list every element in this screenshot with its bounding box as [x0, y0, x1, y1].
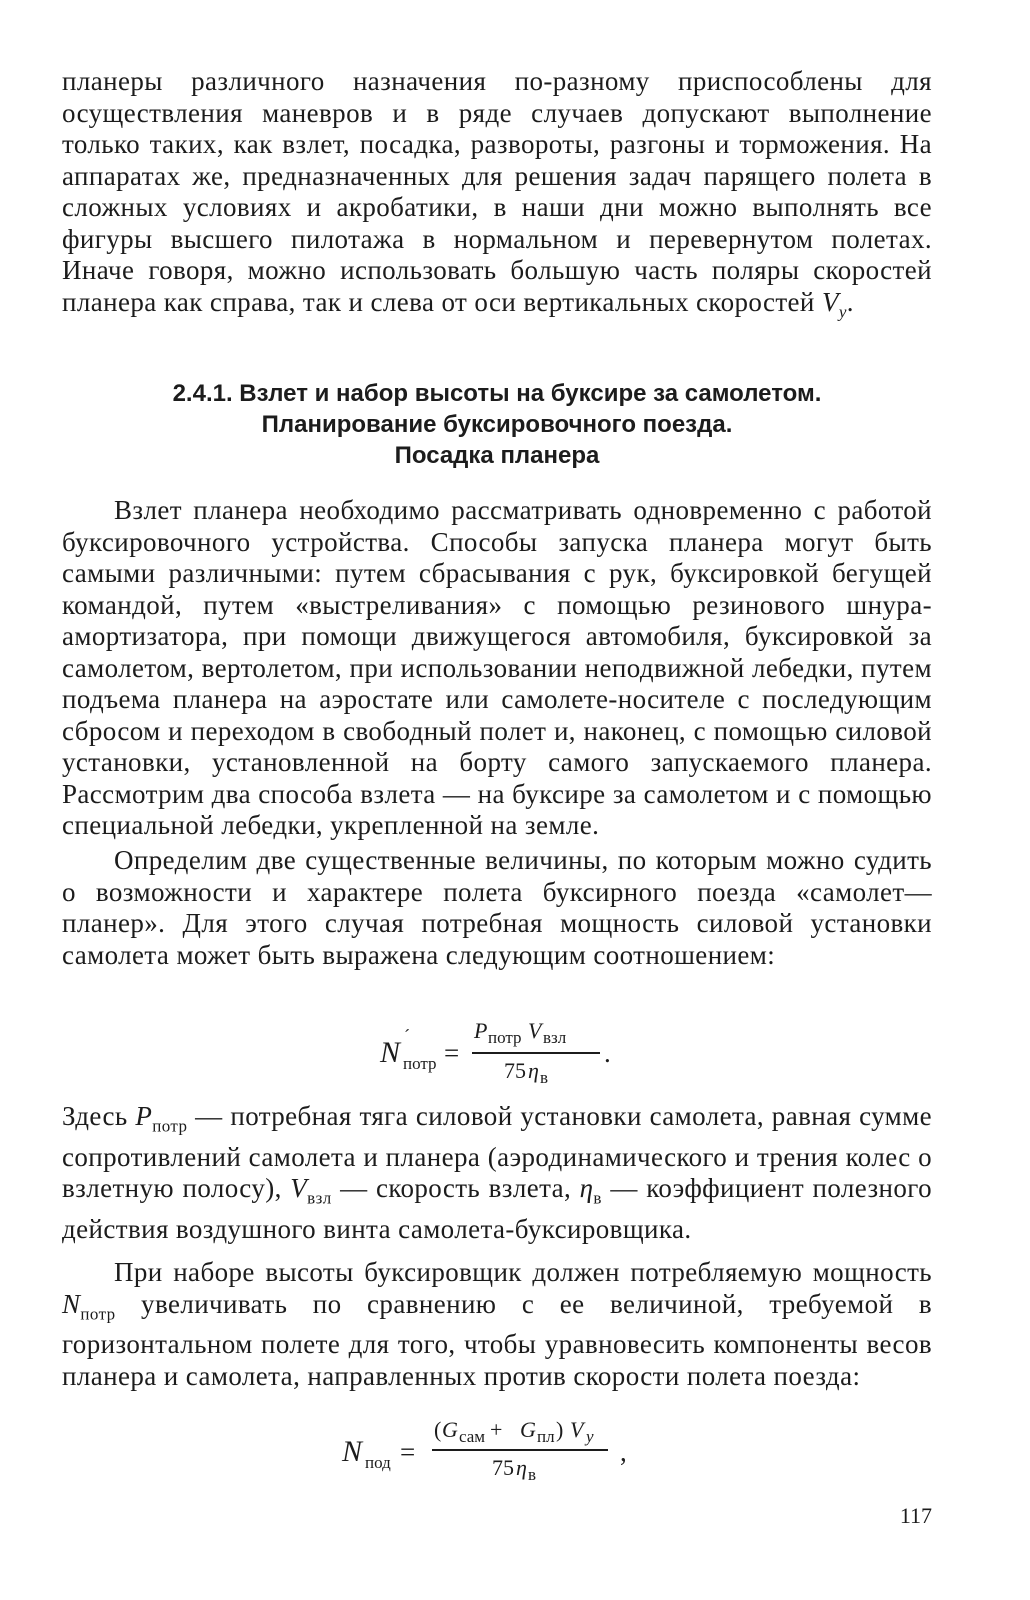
formula1-den-eta: η — [528, 1058, 539, 1083]
formula2-V: V — [570, 1417, 584, 1442]
formula2-comma: , — [620, 1437, 627, 1467]
eta-symbol: η — [579, 1173, 594, 1204]
vy-symbol: V — [821, 286, 839, 317]
eta-subscript: в — [593, 1188, 602, 1208]
V-subscript: взл — [307, 1188, 332, 1208]
formula2-close-paren: ) — [556, 1417, 564, 1442]
formula2-G1-sub: сам — [459, 1427, 486, 1446]
climb-power-paragraph — [62, 1257, 932, 1392]
formula1-num-P: P — [474, 1018, 488, 1043]
formula1-num-V-sub: взл — [543, 1028, 567, 1047]
heading-line-3: Посадка планера — [394, 442, 600, 469]
para4-text-4: — коэффициент полезного действия воздушного винта самолета-буксировщика. — [62, 1173, 932, 1245]
formula2-den-eta-sub: в — [528, 1465, 537, 1484]
intro-paragraph: планеры различного назначения по-разному приспособлены для осуществления маневров и в ряде случаев допускают выполнение только таких, как взлет, посадка, развороты, разгоны и торможения. На аппаратах же, предназначенных для решения задач парящего полета в сложных условиях и акробатики, в наши дни можно выполнять все фигуры высшего пилотажа в нормальном и перевернутом полетах. Иначе говоря, можно использовать большую часть поляры скоростей планера как справа, так и слева от оси вертикальных скоростей $V_y$. — [62, 66, 932, 321]
formula1-lhs-subscript: потр — [403, 1054, 437, 1073]
formula1-den: 75 — [504, 1058, 526, 1083]
formula1-lhs-mark: ´ — [404, 1026, 410, 1046]
formula2-fraction-bar — [432, 1449, 608, 1451]
symbol-definitions-paragraph — [62, 1101, 932, 1246]
formula2-lhs-subscript: под — [365, 1453, 391, 1472]
para5-text-1: При наборе высоты буксировщик должен потребляемую мощность — [114, 1257, 932, 1287]
N-subscript: потр — [80, 1303, 116, 1323]
formula2-den-eta: η — [516, 1455, 527, 1480]
P-subscript: потр — [152, 1116, 188, 1136]
takeoff-methods-paragraph: Взлет планера необходимо рассматривать одновременно с работой буксировочного устройства. Способы запуска планера могут быть самыми различными: путем сбрасывания с рук, буксировкой бегущей командой, путем «выстреливания» с помощью резинового шнура-амортизатора, при помощи движущегося автомобиля, буксировкой за самолетом, вертолетом, при использовании неподвижной лебедки, путем подъема планера на аэростате или самолете-носителе с последующим сбросом и переходом в свободный полет и, наконец, с помощью силовой установки, установленной на борту самого запускаемого планера. Рассмотрим два способа взлета — на буксире за самолетом и с помощью специальной лебедки, укрепленной на земле. — [62, 495, 932, 840]
formula1-fraction-bar — [472, 1052, 600, 1054]
P-symbol: P — [135, 1101, 153, 1131]
power-definition-paragraph: Определим две существенные величины, по которым можно судить о возможности и характере полета буксирного поезда «самолет—планер». Для этого случая потребная мощность силовой установки самолета может быть выражена следующим соотношением: — [62, 845, 932, 970]
climb-power-formula — [342, 1415, 642, 1495]
formula2-V-sub: y — [586, 1427, 594, 1446]
formula2-den: 75 — [492, 1455, 514, 1480]
vy-subscript: y — [838, 301, 847, 321]
formula2-G2: G — [520, 1417, 536, 1442]
para4-text-2: — потребная тяга силовой установки самолета, равная сумме сопротивлений самолета и планера (аэродинамического и трения колес о взлетную полосу), — [62, 1101, 933, 1204]
intro-paragraph-text: планеры различного назначения по-разному приспособлены для осуществления маневров и в ряде случаев допускают выполнение только таких, как взлет, посадка, развороты, разгоны и торможения. На аппаратах же, предназначенных для решения задач парящего полета в сложных условиях и акробатики, в наши дни можно выполнять все фигуры высшего пилотажа в нормальном и перевернутом полетах. Иначе говоря, можно использовать большую часть поляры скоростей планера как справа, так и слева от оси вертикальных скоростей — [62, 66, 932, 317]
formula1-num-V: V — [528, 1018, 542, 1043]
formula2-open-paren: ( — [434, 1417, 442, 1442]
page-number: 117 — [899, 1503, 932, 1528]
N-symbol: N — [62, 1288, 81, 1319]
formula1-num-P-sub: потр — [488, 1028, 522, 1047]
formula2-equals: = — [400, 1437, 416, 1467]
formula1-lhs: N — [380, 1036, 401, 1069]
formula2-G2-sub: пл — [537, 1427, 555, 1446]
formula2-plus: + — [490, 1417, 503, 1442]
V-symbol: V — [290, 1173, 308, 1204]
para5-text-2: увеличивать по сравнению с ее величиной, требуемой в горизонтальном полете для того, чтобы уравновесить компоненты весов планера и самолета, направленных против скорости полета поезда: — [62, 1288, 932, 1391]
heading-line-1: 2.4.1. Взлет и набор высоты на буксире за самолетом. — [172, 380, 822, 407]
para4-text-3: — скорость взлета, — [331, 1173, 580, 1204]
section-heading — [62, 378, 932, 471]
para4-text-1: Здесь — [62, 1101, 136, 1131]
required-power-formula — [380, 1012, 620, 1092]
formula2-G1: G — [442, 1417, 458, 1442]
heading-line-2: Планирование буксировочного поезда. — [261, 411, 733, 438]
formula1-period: . — [604, 1038, 611, 1068]
formula1-equals: = — [444, 1038, 460, 1068]
formula2-lhs: N — [342, 1435, 363, 1468]
formula1-den-eta-sub: в — [540, 1068, 549, 1087]
